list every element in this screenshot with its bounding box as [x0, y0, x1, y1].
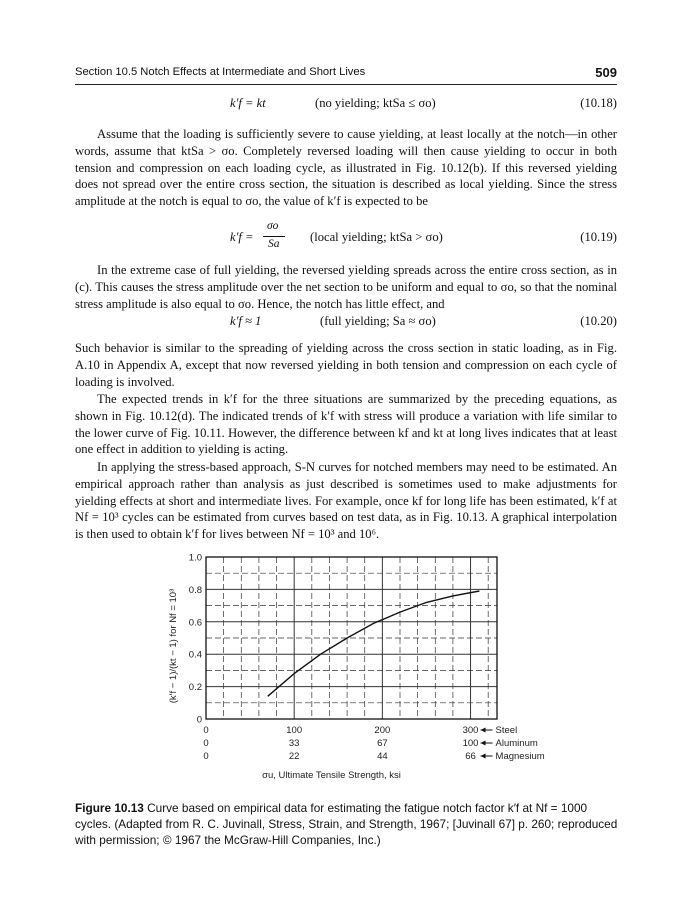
page-number: 509 [595, 65, 617, 80]
paragraph-full-yielding: In the extreme case of full yielding, the reversed yielding spreads across the entire cross section, as in (c). This causes the stress amplitude over the net section to be uniform and equal to σo, so that the nominal stress amplitude is also equal to σo. Hence, the notch has little effect, and [75, 263, 617, 311]
x-tick-label: 0 [203, 751, 209, 762]
x-tick-label: 66 [465, 751, 476, 762]
x-tick-label: 0 [203, 725, 209, 736]
y-tick-labels [189, 553, 202, 726]
y-axis-label: (k′f − 1)/(kt − 1) for Nf = 10³ [168, 588, 179, 704]
y-tick-label: 0.4 [188, 649, 202, 661]
chart-grid [206, 557, 497, 719]
x-tick-label: 33 [288, 738, 300, 749]
material-label: Steel [495, 725, 518, 736]
equation-number: (10.19) [580, 230, 617, 244]
y-tick-label: 0.6 [188, 617, 202, 629]
paragraph-static-comparison: Such behavior is similar to the spreading of yielding across the cross section in static loading, as in Fig. A.10 in Appendix A, except that now reversed yielding in both tension and compression on each cycle of loading is involved. [75, 341, 617, 389]
data-series-line [268, 591, 480, 696]
equation-condition: (no yielding; ktSa ≤ σo) [315, 96, 436, 110]
x-tick-label: 300 [462, 725, 479, 736]
equation-lhs: k′f ≈ 1 [230, 314, 262, 328]
paragraph-local-yielding: Assume that the loading is sufficiently severe to cause yielding, at least locally at the notch—in other words, assume that ktSa > σo. Completely reversed loading will then cause yielding to occur in both tension and compression on each loading cycle, as illustrated in Fig. 10.12(b). If this reversed yielding does not spread over the entire cross section, the situation is described as local yielding. Since the stress amplitude at the notch is equal to σo, the value of k′f is expected to be [75, 127, 617, 209]
paragraph-expected-trends: The expected trends in k′f for the three situations are summarized by the preceding equations, as shown in Fig. 10.12(d). The indicated trends of k′f with stress will produce a variation with life similar to the lower curve of Fig. 10.11. However, the difference between kf and kt at long lives indicates that at least one effect in addition to yielding is acting. [75, 392, 617, 457]
equation-condition: (local yielding; ktSa > σo) [310, 230, 443, 244]
equation-lhs: k′f = kt [230, 96, 266, 110]
material-label: Magnesium [495, 751, 545, 762]
x-tick-label: 100 [462, 738, 479, 749]
caption-text: Curve based on empirical data for estimating the fatigue notch factor k′f at Nf = 1000 cycles. (Adapted from R. C. Juvinall, Stress, Strain, and Strength, 1967; [Juvinall 67] p. 260; reproduced with permission; © 1967 the McGraw-Hill Companies, Inc.) [75, 801, 618, 847]
x-tick-label: 22 [288, 751, 300, 762]
x-tick-labels [203, 725, 544, 762]
y-tick-label: 0.2 [188, 682, 202, 694]
y-tick-label: 0 [196, 714, 202, 726]
y-tick-label: 0.8 [188, 584, 202, 596]
equation-condition: (full yielding; Sa ≈ σo) [320, 314, 436, 328]
fraction-denominator: Sa [268, 238, 280, 250]
equation-lhs: k′f = [230, 230, 254, 244]
material-label: Aluminum [495, 738, 538, 749]
x-tick-label: 200 [374, 725, 391, 736]
material-arrowhead [481, 728, 486, 733]
x-tick-label: 0 [203, 738, 209, 749]
figure-caption [75, 800, 620, 848]
x-tick-label: 44 [377, 751, 388, 762]
x-tick-label: 100 [286, 725, 303, 736]
x-axis-label: σu, Ultimate Tensile Strength, ksi [262, 770, 401, 781]
caption-label: Figure 10.13 [75, 801, 144, 815]
material-arrowhead [481, 741, 486, 746]
fraction-numerator: σo [267, 220, 279, 232]
material-arrowhead [481, 754, 486, 759]
chart-curves [268, 591, 480, 696]
equation-number: (10.20) [580, 314, 617, 328]
x-tick-label: 67 [377, 738, 388, 749]
y-tick-label: 1.0 [188, 552, 202, 564]
equation-number: (10.18) [580, 96, 617, 110]
paragraph-stress-approach: In applying the stress-based approach, S-N curves for notched members may need to be estimated. An empirical approach rather than analysis as just described is sometimes used to make adjustments for yielding effects at short and intermediate lives. For example, once kf for long life has been estimated, k′f at Nf = 10³ cycles can be estimated from curves based on test data, as in Fig. 10.13. A graphical interpolation is then used to obtain k′f for lives between Nf = 10³ and 10⁶. [75, 460, 617, 542]
section-title: Section 10.5 Notch Effects at Intermediate and Short Lives [75, 66, 366, 78]
